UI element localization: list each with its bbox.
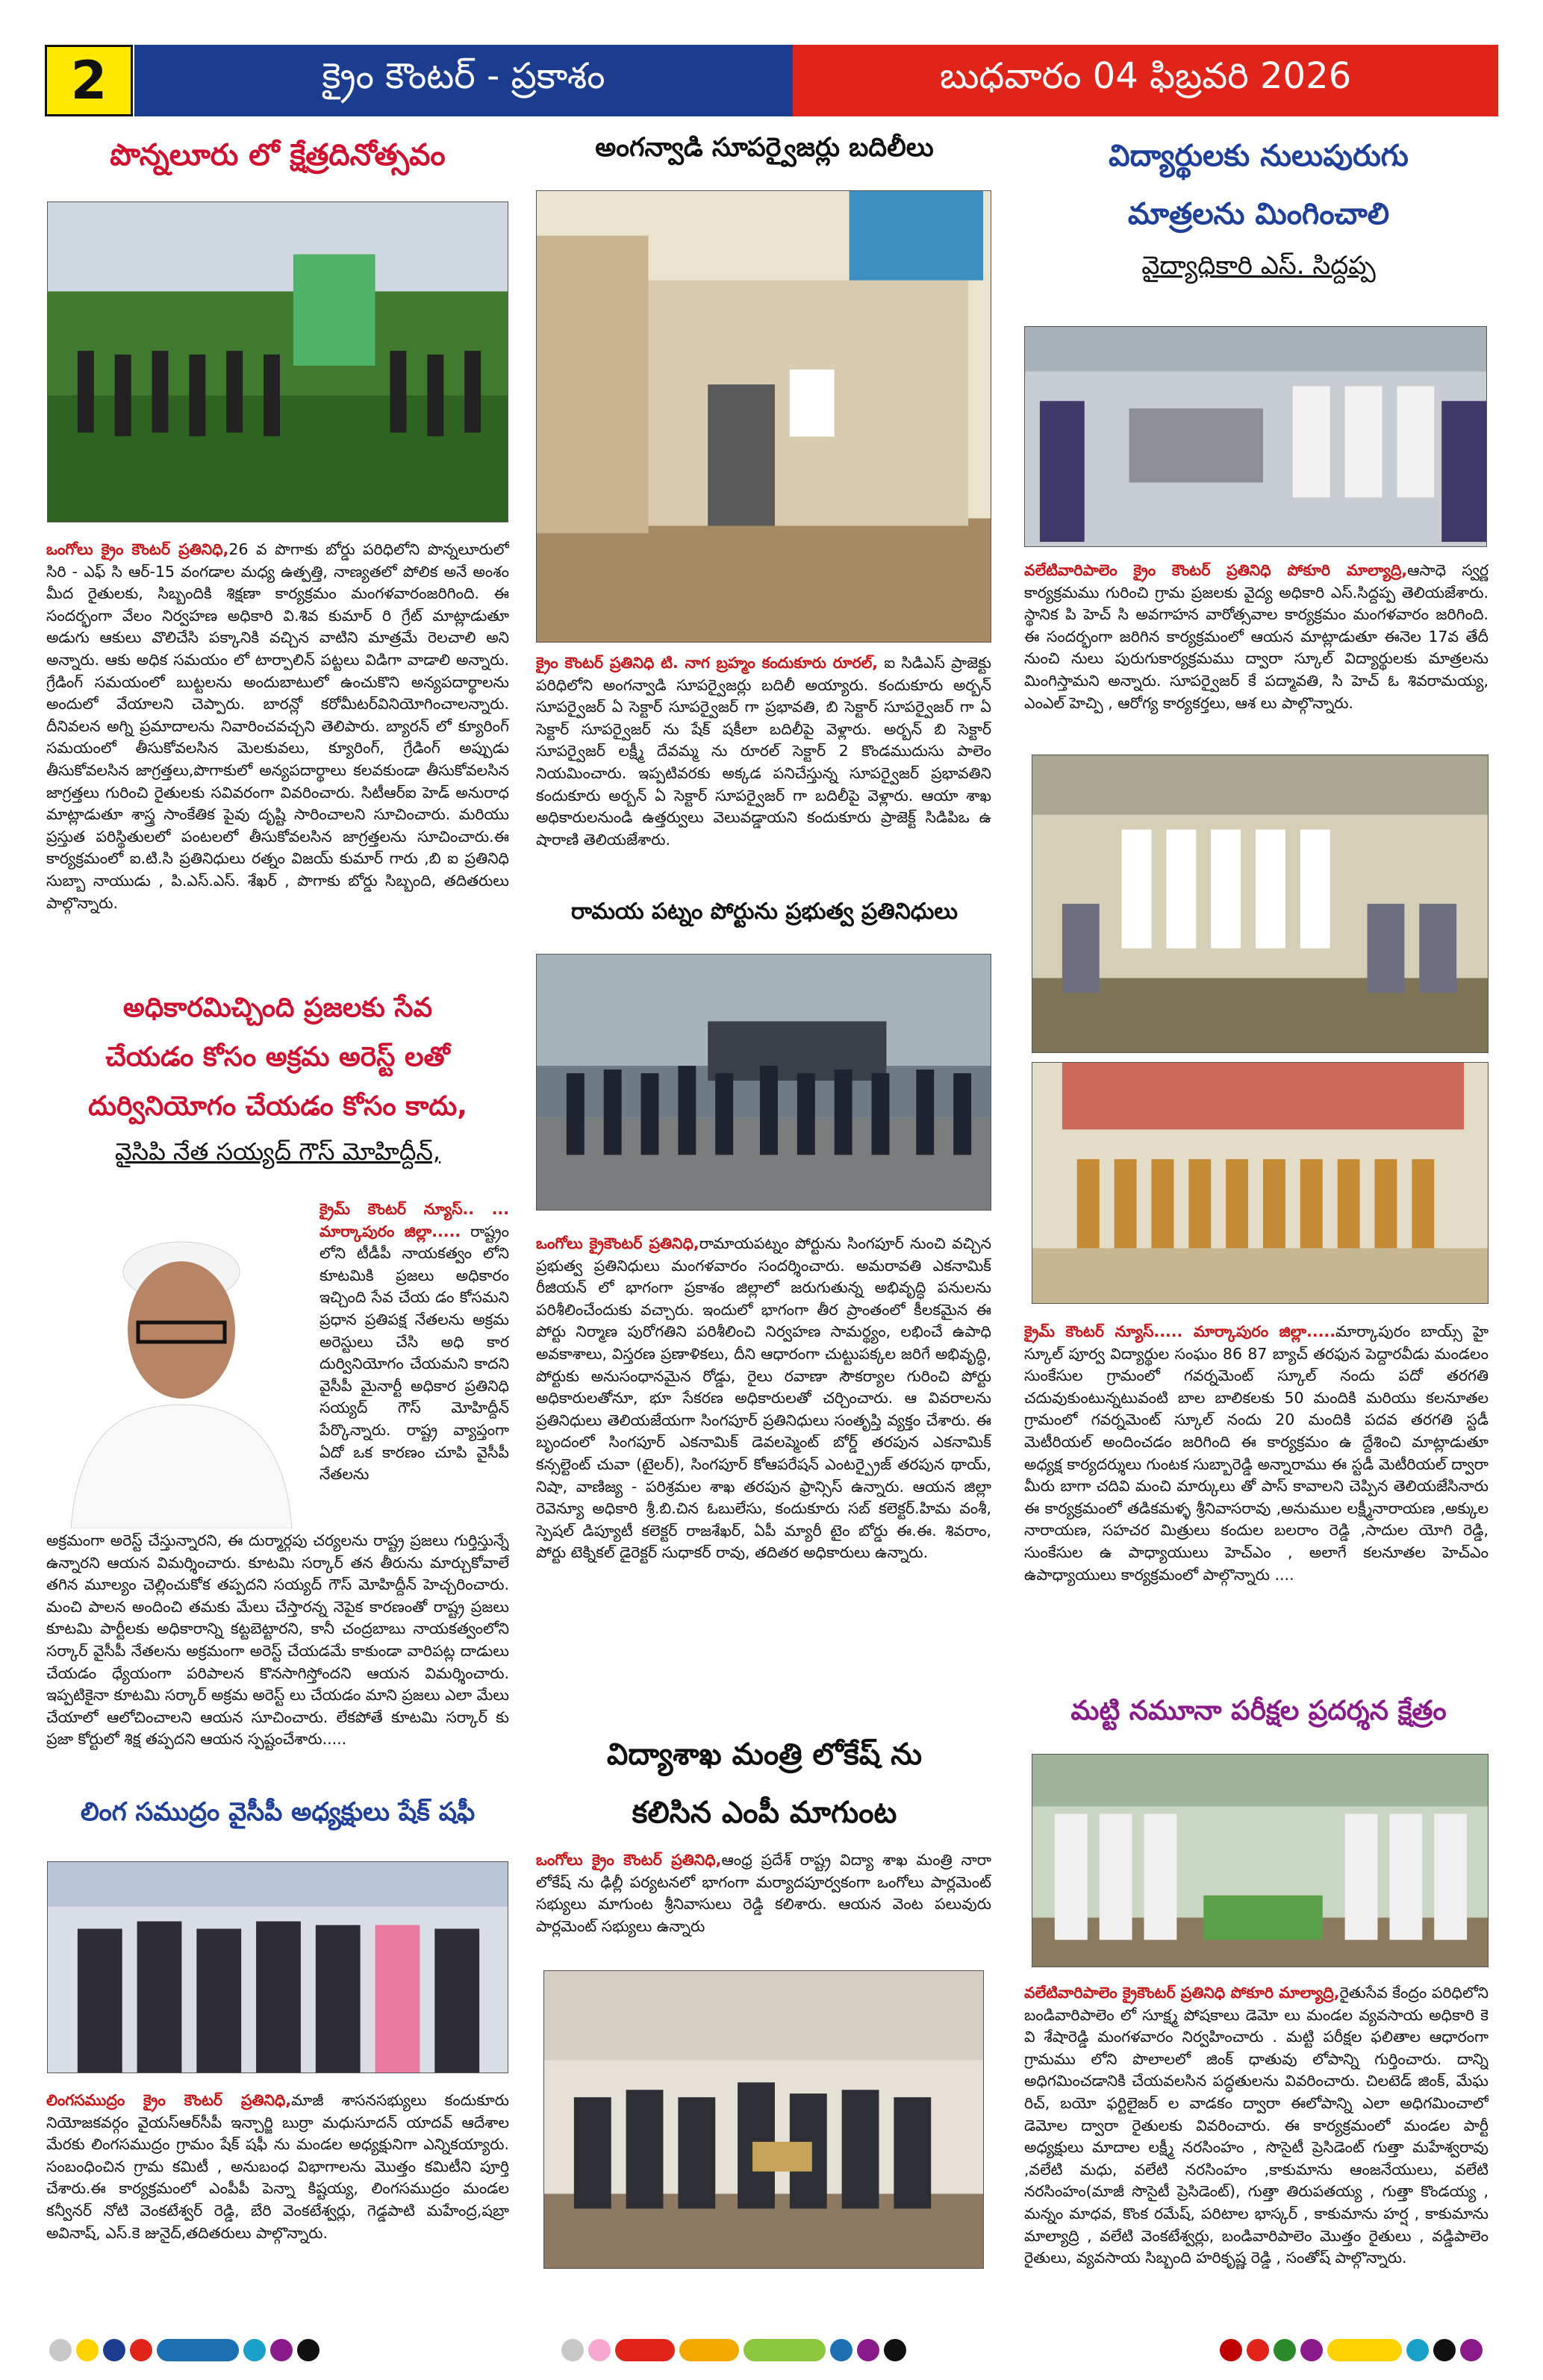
color-dot xyxy=(884,2339,906,2361)
ponnaluru-text: 26 వ పొగాకు బోర్డు పరిధిలోని పొన్నలూరులో సిరి - ఎఫ్ సి ఆర్-15 వంగడాల మధ్య ఉత్పత్తి, నాణ్యతలో పోలిక అనే అంశం మీద రైతులకు, సిబ్బందికి శిక్షణా కార్యక్రమం మంగళవారంజరిగింది. ఈ సందర్భంగా వేలం నిర్వహణ అధికారి వి.శివ కుమార్ రి గ్రేట్ మాట్లాడుతూ అడుగు ఆకులు వొలిచేసి పక్కానికి వచ్చిన వాటిని మాత్రమే రెలచాలి అని అన్నారు. ఆకు అధిక సమయం లో టార్పాలిన్ పట్టలు విడిగా వాడాలి అన్నారు. గ్రేడింగ్ సమయంలో బుట్టలను అందుబాటులో ఉంచుకొని అన్యపదార్థాలను అందులో వేయాలని చెప్పారు. బారన్లో కరోమీటర్‌‌వినియోగించాలన్నారు. దీనివలన అగ్ని ప్రమాదాలను నివారించవచ్చని తెలిపారు. బ్యారన్ లో క్యూరింగ్ సమయంలో తీసుకోవలసిన మెలకువలు, క్యూరింగ్, గ్రేడింగ్ అప్పుడు తీసుకోవలసిన జాగ్రత్తలు,పొగాకులో అన్యపదార్థాలు కలవకుండా తీసుకోవలసిన జాగ్రత్తలు గురించి రైతులకు సవివరంగా వివరించారు. సిటీఆర్ఐ హెడ్ అనురాధ మాట్లాడుతూ శాస్త్ర సాంకేతిక పైవు దృష్టి సారించాలని సూచించారు. మరియు ప్రస్తుత పరిస్థితులలో పంటలలో తీసుకోవలసిన జాగ్రత్తలను సూచించారు.ఈ కార్యక్రమంలో ఐ.టి.సి ప్రతినిధులు రత్నం విజయ్ కుమార్ గారు ,బి ఐ ప్రతినిధి సుబ్బా నాయుడు , పి.ఎస్.ఎస్. శేఖర్ , పొగాకు బోర్డు సిబ్బంది, తదితరులు పాల్గొన్నారు. xyxy=(46,540,509,912)
school-body xyxy=(1024,1321,1489,1739)
anganwadi-body xyxy=(536,652,991,876)
ramayapatnam-photo xyxy=(536,954,991,1211)
color-dot xyxy=(561,2339,584,2361)
ramayapatnam-text: రామాయపట్నం పోర్టును సింగపూర్ నుంచి వచ్చిన ప్రభుత్వ ప్రతినిధులు మంగళవారం సందర్శించారు. అమరావతి ఎకనామిక్ రీజియన్ లో భాగంగా ప్రకాశం జిల్లాలో జరుగుతున్న అభివృద్ధి పనులను పరిశీలించేందుకు వచ్చారు. ఇందులో భాగంగా తీర ప్రాంతంలో కీలకమైన ఈ పోర్టు నిర్మాణ పురోగతిని పరిశీలించి నిర్వహణ సామర్థ్యం, లభించే ఉపాధి అవకాశాలు, విస్తరణ ప్రణాళికలు, దీని ఆధారంగా చుట్టుపక్కల జరిగే అభివృద్ధి, పోర్టుకు అనుసంధానమైన రోడ్డు, రైలు రవాణా సౌకర్యాల గురించి పోర్టు అధికారులతోనూ, భూ సేకరణ అధికారులతో చర్చించారు. ఆ వివరాలను ప్రతినిధులు తెలియజేయగా సింగపూర్ ప్రతినిధులు సంతృప్తి వ్యక్తం చేశారు. ఈ బృందంలో సింగపూర్ ఎకనామిక్ డెవలప్మెంట్ బోర్డ్ తరపున ఎకనామిక్ కన్సల్టెంట్ చువా (టైలర్), సింగపూర్ కోఆపరేషన్ ఎంటర్ప్రైజ్ తరపున థాయ్, నిషా, వాణిజ్య - పరిశ్రమల శాఖ తరపున ఫ్రాన్సిస్ ఉన్నారు. ఆయన జిల్లా రెవెన్యూ అధికారి శ్రీ.బి.చిన ఓబులేసు, కందుకూరు సబ్ కలెక్టర్.హిమ వంశీ, స్పెషల్ డిప్యూటీ కలెక్టర్ రాజశేఖర్, ఏపీ మ్యారీ టైం బోర్డు ఈ.ఈ. శివరాం, పోర్టు టెక్నికల్ డైరెక్టర్ సుధాకర్ రావు, తదితర అధికారులు ఉన్నారు. xyxy=(536,1234,991,1562)
lokesh-headline-2: కలిసిన ఎంపీ మాగుంట xyxy=(632,1796,897,1830)
lokesh-body xyxy=(536,1849,991,1961)
color-dot xyxy=(830,2339,852,2361)
color-dot xyxy=(270,2339,293,2361)
masthead-bar xyxy=(134,45,793,116)
gouse-dateline: క్రైమ్ కౌంటర్ న్యూస్.. ... మార్కాపురం జిల్లా..... xyxy=(319,1200,509,1240)
issue-date: బుధవారం 04 ఫిబ్రవరి 2026 xyxy=(939,55,1352,97)
lingasamudram-dateline: లింగసముద్రం క్రైం కౌంటర్ ప్రతినిధి, xyxy=(46,2091,292,2109)
anganwadi-photo xyxy=(536,190,991,643)
school-dateline: క్రైమ్ కౌంటర్ న్యూస్..... మార్కాపురం జిల్లా..... xyxy=(1024,1322,1336,1340)
color-pill xyxy=(157,2339,239,2361)
school-event-photo-1 xyxy=(1032,755,1489,1053)
color-dot xyxy=(76,2339,99,2361)
color-dot xyxy=(588,2339,611,2361)
school-text: మార్కాపురం బాయ్స్ హై స్కూల్ పూర్వ విద్యార్థుల సంఘం 86 87 బ్యాచ్ తరఫున పెద్దారవీడు మండలం సుంకేసుల గ్రామంలో గవర్నమెంట్ స్కూల్ నందు పదో తరగతి చదువుకుంటున్నటువంటి బాల బాలికలకు 50 మందికి మరియు కలనూతల గ్రామంలో గవర్నమెంట్ స్కూల్ నందు 20 మందికి పదవ తరగతి స్టడీ మెటీరియల్ అందించడం జరిగింది ఈ కార్యక్రమం ఉ ద్దేశించి మాట్లాడుతూ అధ్యక్ష కార్యదర్శులు గుంటక సుబ్బారెడ్డి అన్నారాము ఈ స్టడీ మెటీరియల్ ద్వారా మీరు బాగా చదివి మంచి మార్కులు తో పాస్ కావాలని చెప్పిన తెలియజేసినారు ఈ కార్యక్రమంలో తడికమళ్ళ శ్రీనివాసరావు ,అనుముల లక్ష్మీనారాయణ ,అక్కుల నారాయణ, సహచర మిత్రులు కందుల బలరాం రెడ్డి ,సాదుల యోగి రెడ్డి, సుంకేసుల ఉ పాధ్యాయులు హెచ్ఎం , అలాగే కలనూతల హెచ్ఎం ఉపాధ్యాయులు కార్యక్రమంలో పాల్గొన్నారు .... xyxy=(1024,1322,1489,1584)
color-dot xyxy=(1300,2339,1323,2361)
color-dot xyxy=(297,2339,319,2361)
ponnaluru-body xyxy=(46,539,509,993)
color-dot xyxy=(1247,2339,1269,2361)
school-event-photo-2 xyxy=(1032,1062,1489,1304)
soil-text: రైతుసేవ కేంద్రం పరిధిలోని బండివారిపాలెం లో సూక్ష్మ పోషకాలు డెమో లు మండల వ్యవసాయ అధికారి కె వి శేషారెడ్డి మంగళవారం నిర్వహించారు . మట్టి పరీక్షల ఫలితాల ఆధారంగా గ్రామము లోని పొలాలలో జింక్ ధాతువు లోపాన్ని గుర్తించారు. దాన్ని అధిగమించడానికి చేయవలసిన పద్ధతులను వివరించారు. చిలటెడ్ జింక్, మేఘ రిచ్, బయో ఫర్టిలైజర్ ల వాడకం ద్వారా ఈలోపాన్ని ఎలా అధిగమించాలో డెమోల ద్వారా రైతులకు వివరించారు. ఈ కార్యక్రమంలో మండల పార్టీ అధ్యక్షులు మాదాల లక్ష్మీ నరసింహం , సొసైటీ ప్రెసిడెంట్ గుత్తా మహేశ్వరావు ,వలేటి మధు, వలేటి నరసింహం ,కాకుమాను ఆంజనేయులు, వలేటి నరసింహం(మాజీ సొసైటీ ప్రెసిడెంట్), గుత్తా తిరుపతయ్య , గుత్తా కొండయ్య , మన్నం మాధవ, కొంక రమేష్, పరిటాల భాస్కర్ , కాకుమాను హర్ష , కాకుమాను మాల్యాద్రి , వలేటి వెంకటేశ్వర్లు, బండివారిపాలెం మొత్తం రైతులు , వడ్డిపాలెం రైతులు, వ్యవసాయ సిబ్బంది హరికృష్ణ రెడ్డి , సంతోష్ పాల్గొన్నారు. xyxy=(1024,1984,1489,2267)
deworming-headline-2: మాత్రలను మింగించాలి xyxy=(1127,197,1390,231)
ponnaluru-headline: పొన్నలూరు లో క్షేత్రదినోత్సవం xyxy=(110,138,446,172)
ramayapatnam-body xyxy=(536,1233,991,1712)
gouse-portrait xyxy=(49,1203,314,1528)
lingasamudram-headline: లింగ సముద్రం వైసీపీ అధ్యక్షులు షేక్ షఫీ xyxy=(80,1797,476,1827)
lingasamudram-photo xyxy=(47,1861,508,2073)
lokesh-headline-1: విద్యాశాఖ మంత్రి లోకేష్ ను xyxy=(606,1737,923,1772)
color-dot xyxy=(1274,2339,1296,2361)
gouse-headline-1: అధికారమిచ్చింది ప్రజలకు సేవ xyxy=(122,993,433,1023)
lokesh-text: ఆంధ్ర ప్రదేశ్ రాష్ట్ర విద్యా శాఖ మంత్రి నారా లోకేష్ ను ఢిల్లీ పర్యటనలో భాగంగా మర్యాదపూర్వకంగా ఒంగోలు పార్లమెంట్ సభ్యులు మాగుంట శ్రీనివాసులు రెడ్డి కలిశారు. ఆయన వెంట పలువురు పార్లమెంట్ సభ్యులు ఉన్నారు xyxy=(536,1851,991,1935)
lokesh-photo xyxy=(543,1970,984,2269)
lingasamudram-body xyxy=(46,2090,509,2269)
color-dot xyxy=(49,2339,72,2361)
deworming-text: ఆసాధె స్వర్ణ కార్యక్రమము గురించి గ్రామ ప్రజలకు వైద్య అధికారి ఎస్.సిద్దప్ప తెలియజేశారు. స్థానిక పి హెచ్ సి అవగాహన వారోత్సవాల కార్యక్రమం మంగళవారం జరిగింది. ఈ సందర్భంగా జరిగిన కార్యక్రమంలో ఆయన మాట్లాడుతూ ఈనెల 17వ తేదీ నుంచి నులు పురుగుకార్యక్రమము ద్వారా స్కూల్ విద్యార్థులకు మాత్రలను మింగిస్తామని అన్నారు. సూపర్వైజర్ కే పద్మావతి, సి హెచ్ ఓ శివరామయ్య, ఎంఎల్ హెచ్పి , ఆరోగ్య కార్యకర్తలు, ఆశ లు పాల్గొన్నారు. xyxy=(1024,561,1489,712)
deworming-headline-1: విద్యార్థులకు నులుపురుగు xyxy=(1109,139,1409,173)
gouse-headline-3: దుర్వినియోగం చేయడం కోసం కాదు, xyxy=(88,1091,467,1122)
ramayapatnam-headline: రామయ పట్నం పోర్టును ప్రభుత్వ ప్రతినిధులు xyxy=(571,899,958,925)
deworming-photo xyxy=(1024,326,1487,547)
color-dot xyxy=(130,2339,152,2361)
lokesh-dateline: ఒంగోలు క్రైం కౌంటర్ ప్రతినిధి, xyxy=(536,1851,722,1869)
color-pill xyxy=(615,2339,675,2361)
gouse-body: అక్రమంగా అరెస్ట్ చేస్తున్నారని, ఈ దుర్మార్గపు చర్యలను రాష్ట్ర ప్రజలు గుర్తిస్తున్నే ఉన్నారని ఆయన విమర్శించారు. కూటమి సర్కార్ తన తీరును మార్చుకోవాలే తగిన మూల్యం చెల్లించుకోక తప్పదని సయ్యద్ గౌస్ మోహిద్దీన్ హెచ్చరించారు. మంచి పాలన అందించి తమకు మేలు చేస్తారన్న నెపైక కారణంతో రాష్ట్ర ప్రజలు కూటమి పార్టీలకు అధికారాన్ని కట్టబెట్టారని, కానీ చంద్రబాబు నాయకత్వంలోని సర్కార్ వైసీపీ నేతలను అక్రమంగా అరెస్ట్ చేయడమే కాకుండా వారిపట్ల దాడులు చేయడం ధ్యేయంగా పరిపాలన కొనసాగిస్తోందని ఆయన విమర్శించారు. ఇప్పటికైనా కూటమి సర్కార్ అక్రమ అరెస్ట్ లు చేయడం మాని ప్రజలు ఎలా మేలు చేయాలో ఆలోచించాలని ఆయన సూచించారు. లేకపోతే కూటమి సర్కార్ కు ప్రజా కోర్టులో శిక్ష తప్పదని ఆయన స్పష్టంచేశారు..... xyxy=(46,1531,509,1749)
color-pill xyxy=(744,2339,826,2361)
color-dot xyxy=(243,2339,266,2361)
gouse-side-body xyxy=(319,1199,509,1527)
soil-dateline: వలేటివారిపాలెం క్రైకౌంటర్ ప్రతినిధి పోకూరి మాల్యాద్రి, xyxy=(1024,1984,1340,2002)
deworming-dateline: వలేటివారిపాలెం క్రైం కౌంటర్ ప్రతినిధి పోకూరి మాల్యాద్రి, xyxy=(1024,561,1408,579)
color-dot xyxy=(103,2339,125,2361)
lingasamudram-text: మాజీ శాసనసభ్యులు కందుకూరు నియోజకవర్గం వైయస్ఆర్‌సీపీ ఇన్చార్జి బుర్రా మధుసూదన్ యాదవ్ ఆదేశాల మేరకు లింగసముద్రం గ్రామం షేక్ షఫీ ను మండల అధ్యక్షునిగా ఎన్నికయ్యారు. సంబంధించిన గ్రామ కమిటీ , అనుబంధ విభాగాలను మొత్తం కమిటీని పూర్తి చేశారు.ఈ కార్యక్రమంలో ఎంపీపీ పెన్నా కిష్టయ్య, లింగసముద్రం మండల కన్వీనర్ నోటి వెంకటేశ్వర్ రెడ్డి, బేరి వెంకటేశ్వర్లు, గెడ్డపాటి మహేంద్ర,షబ్రా అవినాష్, ఎస్.కె జునైద్,తదితరులు పాల్గొన్నారు. xyxy=(46,2091,509,2242)
soil-photo xyxy=(1032,1754,1489,1967)
anganwadi-dateline: క్రైం కౌంటర్ ప్రతినిధి టి. నాగ బ్రహ్మం కందుకూరు రూరల్, xyxy=(536,654,879,672)
ramayapatnam-dateline: ఒంగోలు క్రైకౌంటర్ ప్రతినిధి, xyxy=(536,1234,699,1252)
soil-headline: మట్టి నమూనా పరీక్షల ప్రదర్శన క్షేత్రం xyxy=(1070,1696,1447,1726)
gouse-headline-2: చేయడం కోసం అక్రమ అరెస్ట్ లతో xyxy=(105,1042,450,1072)
deworming-body xyxy=(1024,560,1489,745)
color-dot xyxy=(1433,2339,1456,2361)
ponnaluru-dateline: ఒంగోలు క్రైం కౌంటర్ ప్రతినిధి, xyxy=(46,540,229,558)
color-dot xyxy=(857,2339,879,2361)
gouse-subhead: వైసిపి నేత సయ్యద్ గౌస్ మోహిద్దీన్, xyxy=(114,1137,441,1166)
date-bar xyxy=(793,45,1498,116)
color-dot xyxy=(1220,2339,1242,2361)
anganwadi-headline: అంగన్వాడి సూపర్వైజర్లు బదిలీలు xyxy=(595,133,934,163)
footer-dots-right xyxy=(1220,2337,1483,2363)
deworming-subhead: వైద్యాధికారి ఎస్. సిద్దప్ప xyxy=(1141,251,1376,281)
masthead-title: క్రైం కౌంటర్ - ప్రకాశం xyxy=(322,55,605,97)
footer-dots-left xyxy=(49,2337,319,2363)
ponnaluru-photo xyxy=(47,202,508,522)
gouse-side-text: రాష్ట్రం లోని టీడీపీ నాయకత్వం లోని కూటమికి ప్రజలు అధికారం ఇచ్చింది సేవ చేయ డం కోసమని ప్రధాన ప్రతిపక్ష నేతలను అక్రమ అరెస్టులు చేసి అధి కార దుర్వినియోగం చేయమని కాదని వైసీపీ మైనార్టీ అధికార ప్రతినిధి సయ్యద్ గౌస్ మోహిద్దీన్ పేర్కొన్నారు. రాష్ట్ర వ్యాప్తంగా ఏదో ఒక కారణం చూపి వైసీపీ నేతలను xyxy=(319,1222,509,1484)
anganwadi-text: ఐ సిడిఎస్ ప్రాజెక్టు పరిధిలోని అంగన్వాడి సూపర్వైజర్లు బదిలీ అయ్యారు. కందుకూరు అర్బన్ సూపర్వైజర్ ఏ సెక్టార్ సూపర్వైజర్ గా ప్రభావతి, బి సెక్టార్ సూపర్వైజర్ గా ఏ సెక్టార్ సూపర్వైజర్ ను షేక్ షకీలా బదిలీపై వెళ్లారు. అర్బన్ బి సెక్టార్ సూపర్వైజర్ లక్ష్మీ దేవమ్మ ను రూరల్ సెక్టార్ 2 కొండముదుసు పాలెం నియమించారు. ఇప్పటివరకు అక్కడ పనిచేస్తున్న సూపర్వైజర్ ప్రభావతిని కందుకూరు అర్బన్ ఏ సెక్టార్ సూపర్వైజర్ గా బదిలీపై వెళ్లారు. ఆయా శాఖ అధికారులనుండి ఉత్తర్వులు వెలువడ్డాయని కందుకూరు ప్రాజెక్ట్ సిడిపిఒ ఉ షారాణి తెలియజేశారు. xyxy=(536,654,991,849)
color-pill xyxy=(679,2339,739,2361)
footer-dots-center xyxy=(561,2337,906,2363)
color-dot xyxy=(1460,2339,1483,2361)
soil-body xyxy=(1024,1982,1489,2273)
color-pill xyxy=(1327,2339,1402,2361)
page-number: 2 xyxy=(45,45,133,116)
color-dot xyxy=(1406,2339,1429,2361)
